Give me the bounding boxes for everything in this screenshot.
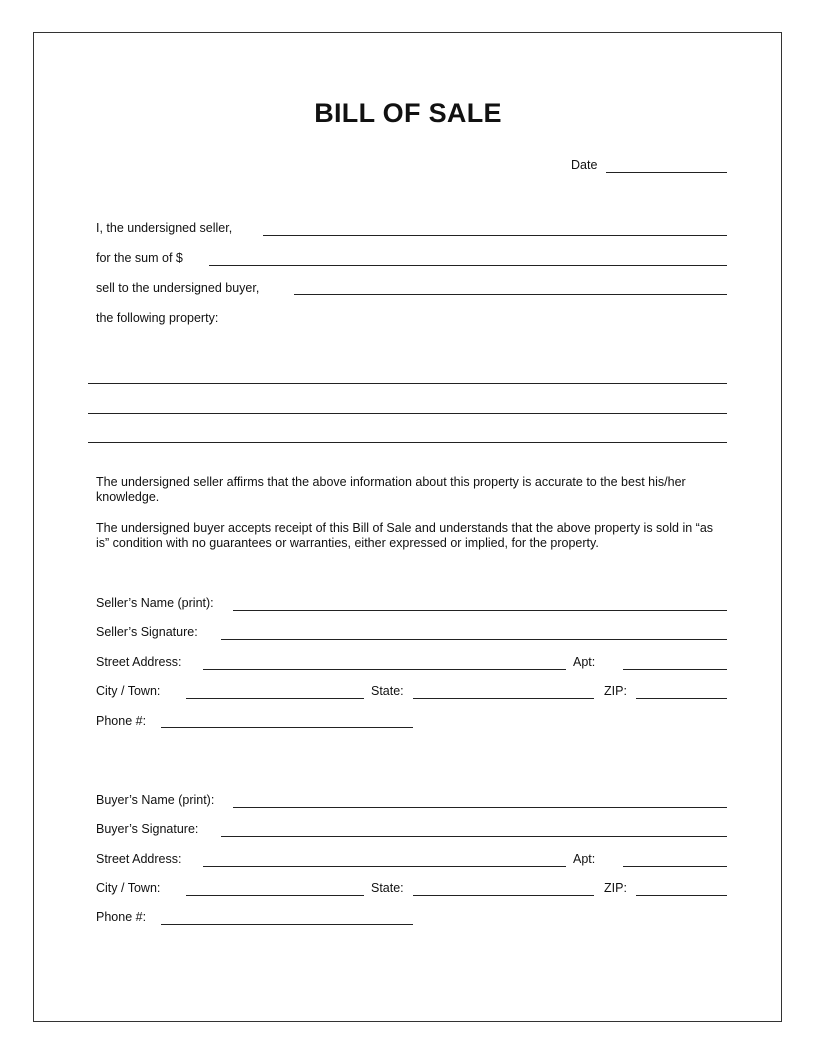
seller-name-label: Seller’s Name (print): [96, 596, 214, 610]
date-label: Date [571, 158, 598, 172]
sum-field[interactable] [209, 265, 727, 266]
seller-intro-field[interactable] [263, 235, 727, 236]
property-line-1[interactable] [88, 383, 727, 384]
buyer-street-field[interactable] [203, 866, 566, 867]
seller-signature-field[interactable] [221, 639, 727, 640]
buyer-state-field[interactable] [413, 895, 594, 896]
seller-state-field[interactable] [413, 698, 594, 699]
buyer-street-label: Street Address: [96, 852, 182, 866]
seller-city-field[interactable] [186, 698, 364, 699]
seller-apt-label: Apt: [573, 655, 596, 669]
seller-city-label: City / Town: [96, 684, 161, 698]
buyer-affirmation: The undersigned buyer accepts receipt of this Bill of Sale and understands that the above property is sold in “as is” condition with no guarantees or warranties, either expressed or implied, for the property. [96, 521, 714, 550]
buyer-intro-field[interactable] [294, 294, 727, 295]
sum-label: for the sum of $ [96, 251, 183, 265]
buyer-apt-field[interactable] [623, 866, 727, 867]
seller-apt-field[interactable] [623, 669, 727, 670]
buyer-state-label: State: [371, 881, 404, 895]
seller-zip-field[interactable] [636, 698, 727, 699]
buyer-signature-label: Buyer’s Signature: [96, 822, 199, 836]
seller-phone-field[interactable] [161, 727, 413, 728]
buyer-phone-field[interactable] [161, 924, 413, 925]
seller-signature-label: Seller’s Signature: [96, 625, 198, 639]
buyer-zip-field[interactable] [636, 895, 727, 896]
buyer-phone-label: Phone #: [96, 910, 147, 924]
buyer-name-label: Buyer’s Name (print): [96, 793, 215, 807]
buyer-apt-label: Apt: [573, 852, 596, 866]
property-line-3[interactable] [88, 442, 727, 443]
seller-intro-label: I, the undersigned seller, [96, 221, 233, 235]
buyer-zip-label: ZIP: [604, 881, 627, 895]
property-line-2[interactable] [88, 413, 727, 414]
buyer-city-field[interactable] [186, 895, 364, 896]
buyer-intro-label: sell to the undersigned buyer, [96, 281, 260, 295]
seller-street-field[interactable] [203, 669, 566, 670]
seller-phone-label: Phone #: [96, 714, 147, 728]
date-field[interactable] [606, 172, 727, 173]
seller-zip-label: ZIP: [604, 684, 627, 698]
buyer-name-field[interactable] [233, 807, 727, 808]
seller-affirmation: The undersigned seller affirms that the above information about this property is accurate to the best his/her knowledge. [96, 475, 686, 504]
buyer-signature-field[interactable] [221, 836, 727, 837]
seller-name-field[interactable] [233, 610, 727, 611]
document-title: BILL OF SALE [314, 98, 502, 128]
property-label: the following property: [96, 311, 219, 325]
seller-street-label: Street Address: [96, 655, 182, 669]
buyer-city-label: City / Town: [96, 881, 161, 895]
seller-state-label: State: [371, 684, 404, 698]
